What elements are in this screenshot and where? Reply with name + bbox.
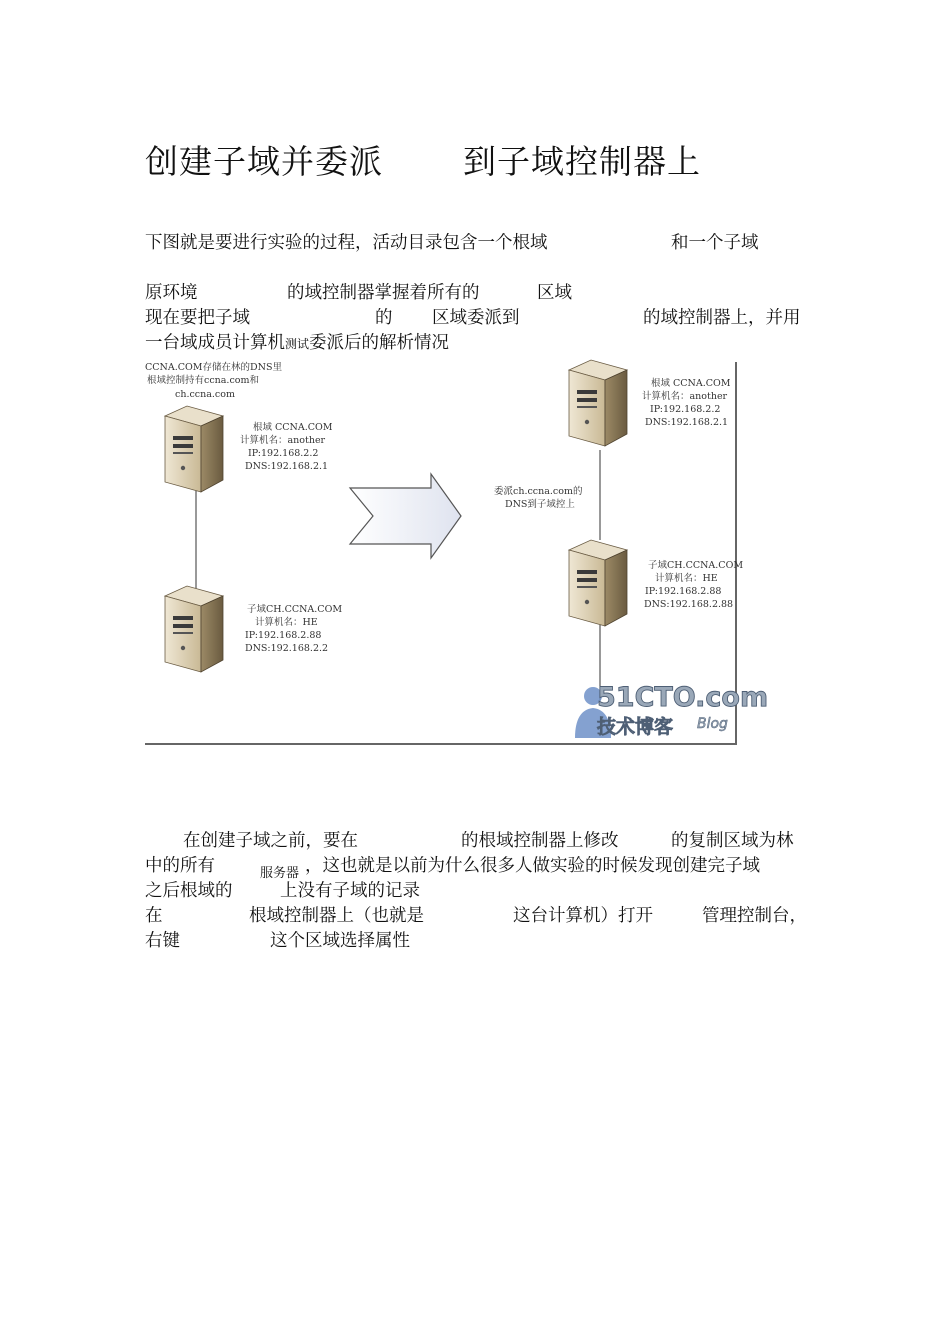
delegation-arrow-icon xyxy=(350,474,461,558)
right-root-label: DNS:192.168.2.1 xyxy=(645,417,729,428)
network-diagram xyxy=(145,354,769,746)
intro-text: 下图就是要进行实验的过程，活动目录包含一个根域 xyxy=(145,233,548,253)
intro-subscript: 测试 xyxy=(285,337,310,351)
left-child-label: DNS:192.168.2.2 xyxy=(245,643,329,654)
right-child-label: 计算机名：HE xyxy=(655,573,718,584)
watermark-blog: Blog xyxy=(697,716,728,732)
server-icon-right-child xyxy=(569,540,627,626)
note-line: CCNA.COM存储在林的DNS里 xyxy=(145,362,282,373)
intro-text: 的 xyxy=(375,308,393,328)
server-icon-left-root xyxy=(165,406,223,492)
body-subscript: 服务器 xyxy=(260,866,300,881)
left-root-label: DNS:192.168.2.1 xyxy=(245,461,329,472)
body-text: 中的所有 xyxy=(145,856,215,876)
left-root-label: 根域 CCNA.COM xyxy=(253,422,333,433)
watermark-sub: 技术博客 xyxy=(597,716,674,738)
left-child-label: IP:192.168.2.88 xyxy=(245,630,322,641)
watermark-main: 51CTO.com xyxy=(597,682,769,713)
note-line: ch.ccna.com xyxy=(175,389,235,400)
arrow-caption: DNS到子域控上 xyxy=(505,499,575,510)
body-text: 这个区域选择属性 xyxy=(270,931,410,951)
left-root-label: 计算机名：another xyxy=(240,435,326,446)
title-part1: 创建子域并委派 xyxy=(145,142,383,181)
server-icon-left-child xyxy=(165,586,223,672)
right-root-label: 计算机名：another xyxy=(642,391,728,402)
body-text: 之后根域的 xyxy=(145,881,233,901)
right-child-label: 子域CH.CCNA.COM xyxy=(648,560,744,571)
body-text: 的复制区域为林 xyxy=(671,831,794,851)
intro-text: 的域控制器上，并用 xyxy=(643,308,801,328)
intro-text: 一台域成员计算机 xyxy=(145,333,285,353)
title-part2: 到子域控制器上 xyxy=(463,142,701,181)
right-root-label: IP:192.168.2.2 xyxy=(650,404,721,415)
body-text: 的根域控制器上修改 xyxy=(461,831,619,851)
arrow-caption: 委派ch.ccna.com的 xyxy=(494,486,583,497)
left-child-label: 子域CH.CCNA.COM xyxy=(247,604,343,615)
intro-text: 的域控制器掌握着所有的 xyxy=(287,283,480,303)
right-root-label: 根域 CCNA.COM xyxy=(651,378,731,389)
intro-text xyxy=(145,329,449,354)
note-line: 根域控制持有ccna.com和 xyxy=(147,375,259,386)
intro-text: 和一个子域 xyxy=(671,233,759,253)
watermark-logo xyxy=(575,682,768,738)
body-text: 根域控制器上（也就是 xyxy=(249,906,424,926)
intro-text: 原环境 xyxy=(145,283,198,303)
intro-text: 区域委派到 xyxy=(432,308,520,328)
body-text: 上没有子域的记录 xyxy=(280,881,420,901)
server-icon-right-root xyxy=(569,360,627,446)
body-text: 在 xyxy=(145,906,163,926)
intro-text: 现在要把子域 xyxy=(145,308,250,328)
body-text: 管理控制台， xyxy=(702,906,807,926)
left-root-label: IP:192.168.2.2 xyxy=(248,448,319,459)
intro-text: 委派后的解析情况 xyxy=(309,333,450,353)
body-text: ，这也就是以前为什么很多人做实验的时候发现创建完子域 xyxy=(305,856,760,876)
right-child-label: IP:192.168.2.88 xyxy=(645,586,722,597)
body-text: 这台计算机）打开 xyxy=(513,906,653,926)
intro-text: 区域 xyxy=(537,283,572,303)
left-child-label: 计算机名：HE xyxy=(255,617,318,628)
right-child-label: DNS:192.168.2.88 xyxy=(644,599,734,610)
body-text: 在创建子域之前，要在 xyxy=(183,831,358,851)
body-text: 右键 xyxy=(145,931,180,951)
